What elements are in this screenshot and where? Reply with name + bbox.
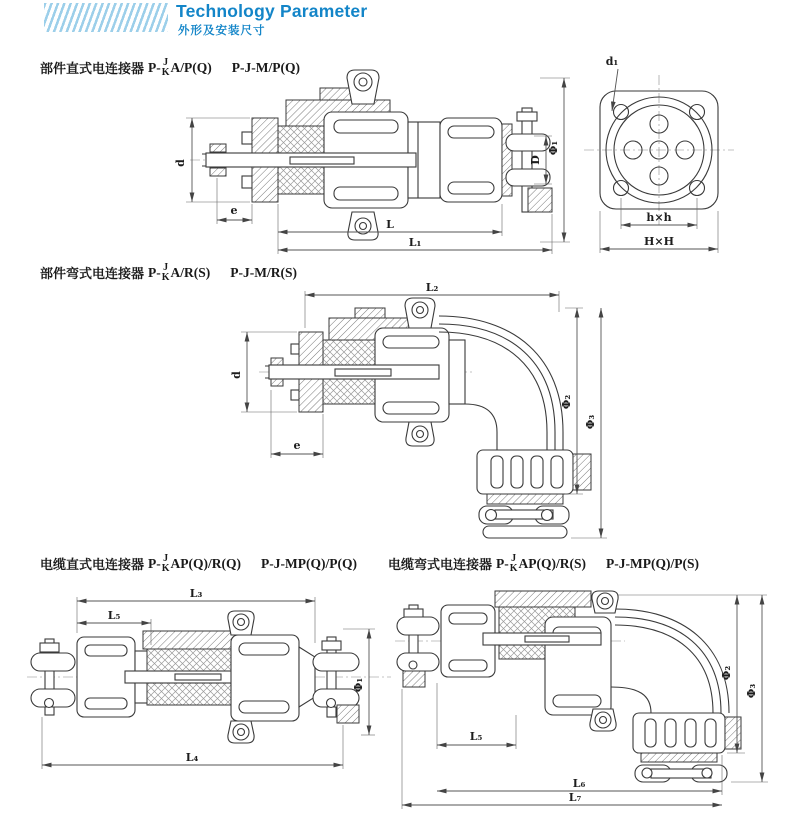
straight-cable-connector-view	[25, 583, 395, 805]
section-1-name: 部件直式电连接器	[40, 61, 145, 76]
section-2-model-1: P- J K A/R(S)	[148, 262, 211, 283]
dim-label-L7: L₇	[568, 791, 582, 804]
dim-label-L3: L₃	[189, 587, 203, 600]
dim-label-D: D	[529, 155, 542, 165]
section-3-model-2: P-J-MP(Q)/P(Q)	[261, 555, 357, 571]
section-title-straight-cable	[40, 554, 357, 573]
section-title-angle-component	[40, 263, 297, 282]
connector-body	[259, 298, 591, 538]
section-3-name: 电缆直式电连接器	[40, 557, 145, 572]
page-title: Technology Parameter	[176, 1, 368, 21]
angle-cable-connector-view	[395, 583, 794, 815]
dim-label-L1: L₁	[408, 236, 422, 249]
section-2-model-2: P-J-M/R(S)	[230, 264, 298, 280]
dim-label-HxH: H×H	[643, 235, 675, 248]
dim-label-e: e	[293, 439, 301, 452]
section-title-angle-cable	[388, 554, 699, 573]
section-4-name: 电缆弯式电连接器	[388, 557, 493, 572]
dim-label-d: d	[174, 159, 187, 167]
section-2-name: 部件弯式电连接器	[40, 266, 145, 281]
dim-label-phi2: Φ₂	[560, 394, 573, 410]
dim-label-L2: L₂	[425, 281, 439, 294]
straight-connector-side-view	[140, 59, 580, 258]
dim-label-L5: L₅	[469, 730, 483, 743]
flange-front-view	[578, 53, 738, 258]
dim-label-d: d	[230, 371, 243, 379]
connector-body	[27, 611, 391, 743]
flange-body	[584, 75, 734, 225]
dim-label-L6: L₆	[572, 777, 586, 790]
dim-label-phi1: Φ₁	[352, 677, 365, 693]
dim-label-phi2: Φ₂	[720, 665, 733, 681]
page-subtitle: 外形及安装尺寸	[178, 25, 266, 37]
dim-label-d1: d₁	[605, 55, 619, 68]
section-1-model-2: P-J-M/P(Q)	[231, 59, 301, 75]
section-3-model-1: P- J K AP(Q)/R(Q)	[148, 553, 242, 574]
dim-label-phi3: Φ₃	[745, 683, 758, 699]
dim-label-hxh: h×h	[646, 211, 672, 224]
dim-label-e: e	[230, 204, 238, 217]
angle-connector-side-view	[225, 282, 640, 548]
header-hatch-logo	[44, 3, 168, 32]
section-4-model-2: P-J-MP(Q)/P(S)	[606, 555, 700, 571]
connector-body	[395, 591, 741, 782]
dim-label-L: L	[386, 218, 394, 231]
dim-label-phi3: Φ₃	[584, 414, 597, 430]
connector-body	[190, 70, 552, 240]
dim-label-L5: L₅	[107, 609, 121, 622]
section-4-model-1: P- J K AP(Q)/R(S)	[496, 553, 587, 574]
dim-label-phi1: Φ₁	[547, 140, 560, 156]
section-1-model-1: P- J K A/P(Q)	[148, 57, 212, 78]
dim-label-L4: L₄	[185, 751, 199, 764]
